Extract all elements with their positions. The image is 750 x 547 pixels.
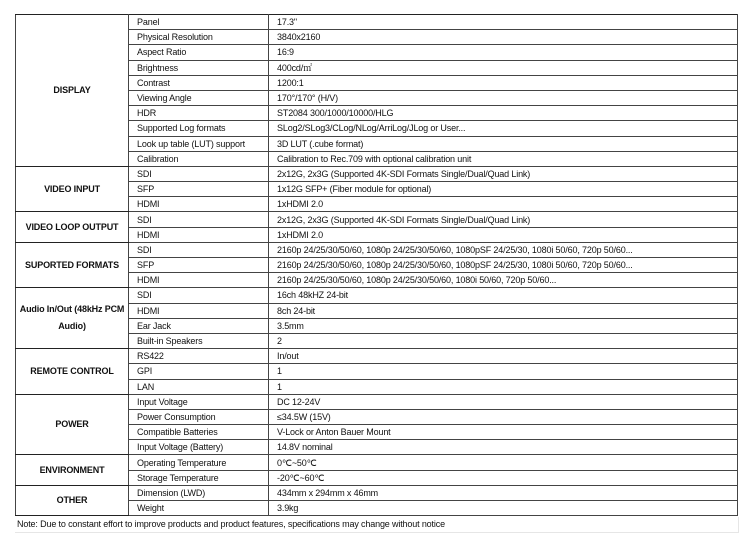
spec-value: -20℃~60℃ — [269, 470, 738, 485]
spec-value: Calibration to Rec.709 with optional calibration unit — [269, 151, 738, 166]
spec-value: 434mm x 294mm x 46mm — [269, 485, 738, 500]
spec-parameter: Aspect Ratio — [129, 45, 269, 60]
spec-row — [16, 455, 738, 470]
spec-parameter: HDMI — [129, 273, 269, 288]
spec-value: 0℃~50℃ — [269, 455, 738, 470]
spec-value: V-Lock or Anton Bauer Mount — [269, 425, 738, 440]
spec-value: 2x12G, 2x3G (Supported 4K-SDI Formats Single/Dual/Quad Link) — [269, 212, 738, 227]
spec-parameter: Physical Resolution — [129, 30, 269, 45]
section-title: ENVIRONMENT — [16, 455, 129, 485]
spec-value: 2 — [269, 333, 738, 348]
spec-parameter: Compatible Batteries — [129, 425, 269, 440]
spec-parameter: Dimension (LWD) — [129, 485, 269, 500]
spec-row — [16, 166, 738, 181]
spec-parameter: SFP — [129, 182, 269, 197]
spec-value: ≤34.5W (15V) — [269, 409, 738, 424]
spec-parameter: Supported Log formats — [129, 121, 269, 136]
spec-parameter: GPI — [129, 364, 269, 379]
spec-table-body — [16, 15, 738, 516]
spec-parameter: HDR — [129, 106, 269, 121]
spec-value: 8ch 24-bit — [269, 303, 738, 318]
spec-value: 1x12G SFP+ (Fiber module for optional) — [269, 182, 738, 197]
spec-parameter: Operating Temperature — [129, 455, 269, 470]
spec-parameter: Contrast — [129, 75, 269, 90]
spec-parameter: SFP — [129, 258, 269, 273]
spec-parameter: Power Consumption — [129, 409, 269, 424]
spec-parameter: Calibration — [129, 151, 269, 166]
spec-value: 16:9 — [269, 45, 738, 60]
section-title: DISPLAY — [16, 15, 129, 167]
spec-value: 1 — [269, 379, 738, 394]
spec-parameter: Look up table (LUT) support — [129, 136, 269, 151]
spec-value: 14.8V nominal — [269, 440, 738, 455]
spec-value: 3840x2160 — [269, 30, 738, 45]
section-title: VIDEO LOOP OUTPUT — [16, 212, 129, 242]
section-title: Audio In/Out (48kHz PCM Audio) — [16, 288, 129, 349]
spec-parameter: Weight — [129, 501, 269, 516]
spec-value: 16ch 48kHZ 24-bit — [269, 288, 738, 303]
spec-value: SLog2/SLog3/CLog/NLog/ArriLog/JLog or User... — [269, 121, 738, 136]
spec-parameter: Ear Jack — [129, 318, 269, 333]
section-title: VIDEO INPUT — [16, 166, 129, 212]
spec-value: In/out — [269, 349, 738, 364]
spec-table — [15, 14, 738, 516]
section-title: OTHER — [16, 485, 129, 515]
spec-row — [16, 15, 738, 30]
spec-parameter: Built-in Speakers — [129, 333, 269, 348]
spec-parameter: Panel — [129, 15, 269, 30]
spec-parameter: HDMI — [129, 227, 269, 242]
spec-parameter: LAN — [129, 379, 269, 394]
spec-parameter: SDI — [129, 242, 269, 257]
spec-value: 1xHDMI 2.0 — [269, 227, 738, 242]
section-title: POWER — [16, 394, 129, 455]
spec-value: 1xHDMI 2.0 — [269, 197, 738, 212]
spec-row — [16, 242, 738, 257]
spec-parameter: Input Voltage — [129, 394, 269, 409]
spec-value: 3D LUT (.cube format) — [269, 136, 738, 151]
spec-value: 3.9kg — [269, 501, 738, 516]
section-title: REMOTE CONTROL — [16, 349, 129, 395]
spec-parameter: Input Voltage (Battery) — [129, 440, 269, 455]
spec-row — [16, 212, 738, 227]
section-title: SUPORTED FORMATS — [16, 242, 129, 288]
spec-parameter: SDI — [129, 212, 269, 227]
spec-parameter: Storage Temperature — [129, 470, 269, 485]
disclaimer-note: Note: Due to constant effort to improve products and product features, specifications may change without notice — [15, 517, 739, 533]
spec-parameter: SDI — [129, 166, 269, 181]
spec-parameter: RS422 — [129, 349, 269, 364]
spec-parameter: HDMI — [129, 197, 269, 212]
spec-parameter: Brightness — [129, 60, 269, 75]
spec-row — [16, 349, 738, 364]
spec-value: 1200:1 — [269, 75, 738, 90]
spec-row — [16, 394, 738, 409]
spec-parameter: Viewing Angle — [129, 90, 269, 105]
spec-value: 1 — [269, 364, 738, 379]
spec-value: 3.5mm — [269, 318, 738, 333]
spec-value: 2160p 24/25/30/50/60, 1080p 24/25/30/50/60, 1080i 50/60, 720p 50/60... — [269, 273, 738, 288]
spec-row — [16, 485, 738, 500]
spec-value: ST2084 300/1000/10000/HLG — [269, 106, 738, 121]
spec-value: DC 12-24V — [269, 394, 738, 409]
spec-parameter: HDMI — [129, 303, 269, 318]
spec-row — [16, 288, 738, 303]
spec-value: 2160p 24/25/30/50/60, 1080p 24/25/30/50/60, 1080pSF 24/25/30, 1080i 50/60, 720p 50/60... — [269, 258, 738, 273]
spec-value: 17.3" — [269, 15, 738, 30]
spec-parameter: SDI — [129, 288, 269, 303]
spec-value: 2x12G, 2x3G (Supported 4K-SDI Formats Single/Dual/Quad Link) — [269, 166, 738, 181]
spec-value: 400cd/㎡ — [269, 60, 738, 75]
spec-value: 2160p 24/25/30/50/60, 1080p 24/25/30/50/60, 1080pSF 24/25/30, 1080i 50/60, 720p 50/60... — [269, 242, 738, 257]
spec-value: 170°/170° (H/V) — [269, 90, 738, 105]
